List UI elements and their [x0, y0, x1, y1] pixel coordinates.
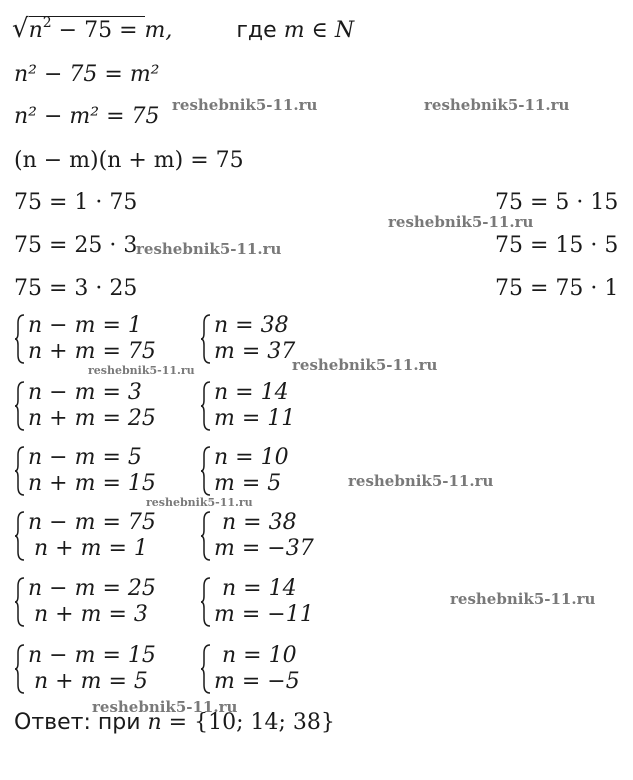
watermark: reshebnik5-11.ru [424, 96, 570, 114]
brace-icon [200, 445, 212, 497]
watermark: reshebnik5-11.ru [450, 590, 596, 608]
brace-icon [200, 380, 212, 432]
answer: Ответ: при n = {10; 14; 38} [14, 710, 335, 735]
factor-4: 75 = 5 · 15 [495, 190, 619, 215]
brace-icon [14, 643, 26, 695]
watermark: reshebnik5-11.ru [292, 356, 438, 374]
brace-icon [200, 510, 212, 562]
watermark: reshebnik5-11.ru [146, 496, 253, 509]
factor-6: 75 = 75 · 1 [495, 276, 619, 301]
brace-icon [14, 313, 26, 365]
watermark: reshebnik5-11.ru [172, 96, 318, 114]
equation-sqrt: $√n^2 - 75 = m$, где m ∈ N [12, 14, 355, 44]
watermark: reshebnik5-11.ru [136, 240, 282, 258]
brace-icon [14, 510, 26, 562]
factor-1: 75 = 1 · 75 [14, 190, 138, 215]
equation-line-3: n² − m² = 75 [14, 104, 160, 129]
watermark: reshebnik5-11.ru [88, 364, 195, 377]
factor-2: 75 = 25 · 3 [14, 233, 138, 258]
watermark: reshebnik5-11.ru [348, 472, 494, 490]
equation-line-2: n² − 75 = m² [14, 62, 160, 87]
sqrt-icon: √ [12, 14, 29, 44]
brace-icon [200, 576, 212, 628]
brace-icon [14, 576, 26, 628]
watermark: reshebnik5-11.ru [92, 698, 238, 716]
brace-icon [200, 313, 212, 365]
brace-icon [200, 643, 212, 695]
brace-icon [14, 380, 26, 432]
brace-icon [14, 445, 26, 497]
factor-5: 75 = 15 · 5 [495, 233, 619, 258]
watermark: reshebnik5-11.ru [388, 213, 534, 231]
equation-line-4: (n − m)(n + m) = 75 [14, 148, 244, 173]
factor-3: 75 = 3 · 25 [14, 276, 138, 301]
